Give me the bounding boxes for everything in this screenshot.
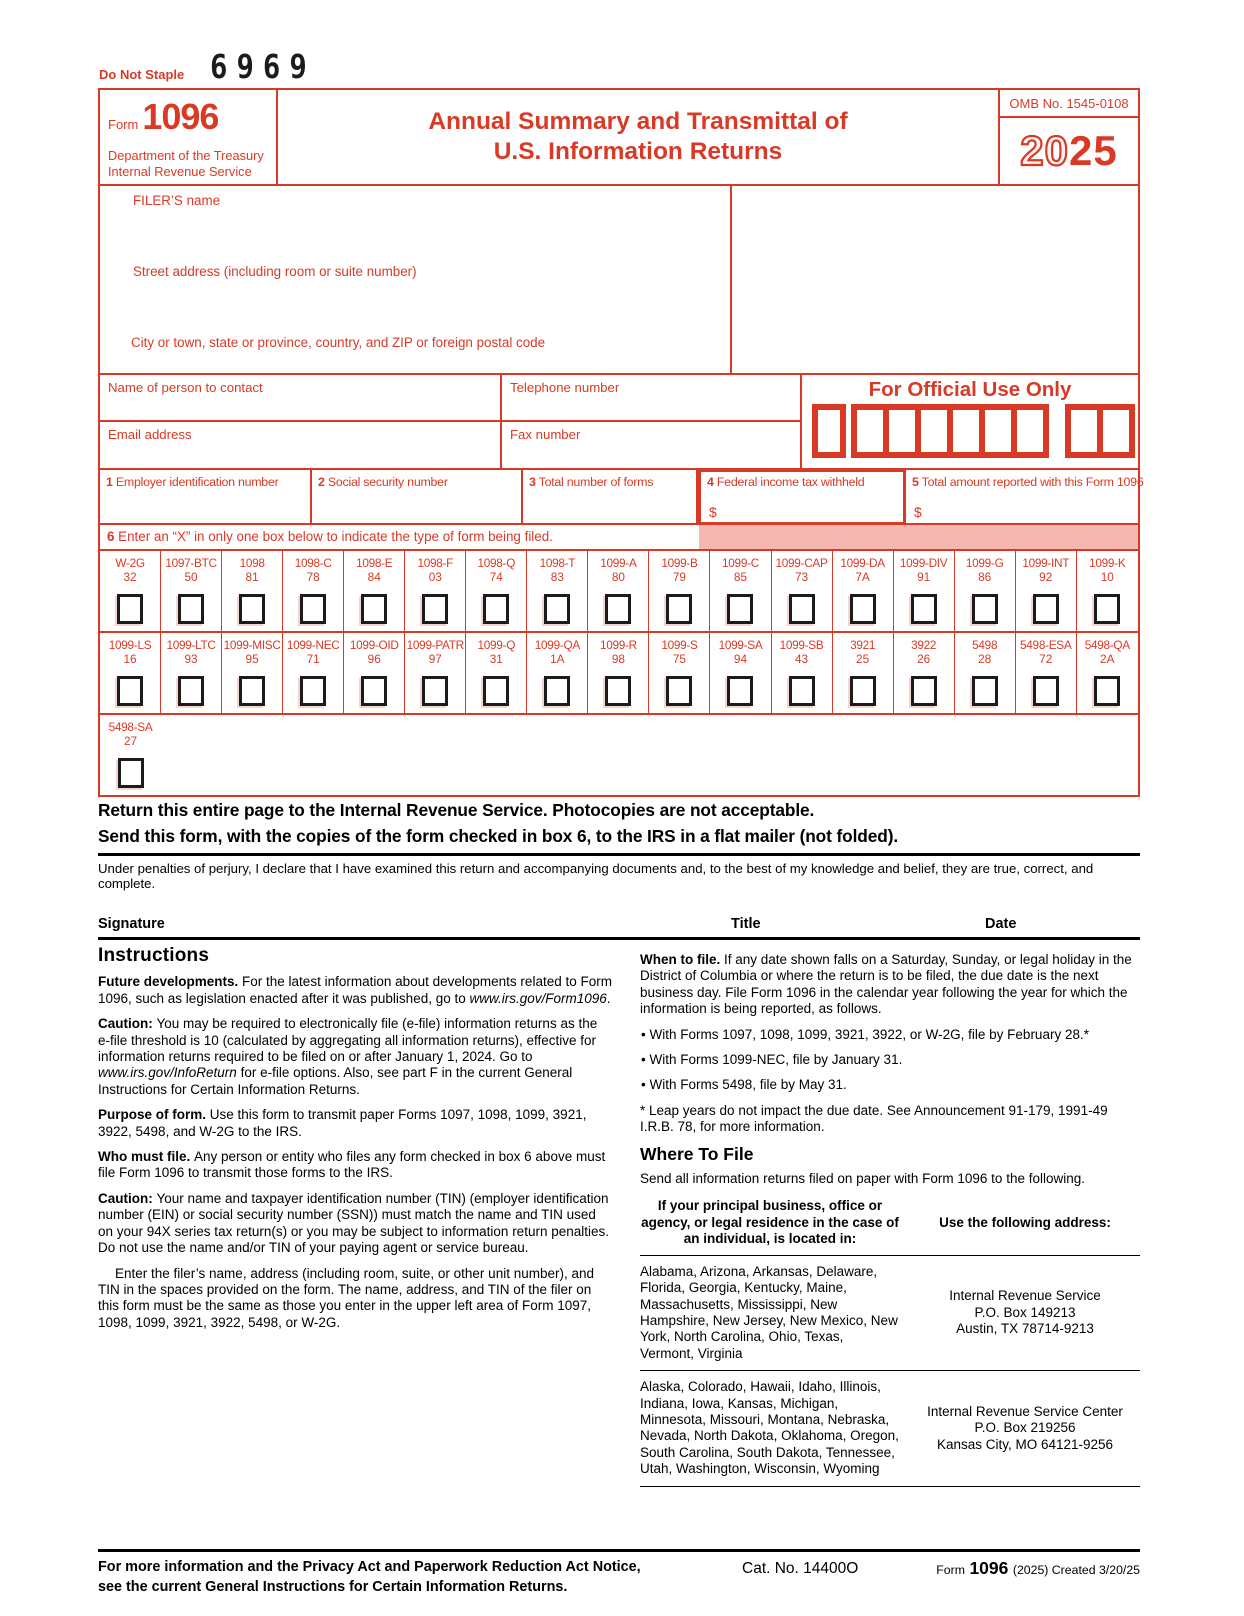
- form-type-label: 1099-QA: [534, 638, 580, 652]
- when-to-file-paragraph: When to file. If any date shown falls on a Saturday, Sunday, or legal holiday in the District of Columbia or where the return is to be filed, the due date is the next business day. File Form 1096 in the calendar year following the year for which the information is being reported, as follows.: [640, 952, 1132, 1017]
- form-type-code: 32: [123, 570, 137, 584]
- form-type-cell: [710, 633, 771, 713]
- box-1-ein[interactable]: [100, 470, 310, 523]
- form-type-grid: [98, 551, 1140, 797]
- form-type-code: 2A: [1100, 652, 1115, 666]
- form-type-cell: [1016, 633, 1077, 713]
- form-type-checkbox[interactable]: [361, 676, 387, 706]
- form-type-label: 3922: [911, 638, 937, 652]
- city-state-zip-input[interactable]: [100, 328, 730, 373]
- form-type-cell: [833, 633, 894, 713]
- form-type-code: 97: [428, 652, 442, 666]
- states-list: Alaska, Colorado, Hawaii, Idaho, Illinois, Indiana, Iowa, Kansas, Michigan, Minnesota, Missouri, Montana, Nebraska, Nevada, North Dakota, Oklahoma, Oregon, South Carolina, South Dakota, Tennessee, Utah, Washington, Wisconsin, Wyoming: [640, 1379, 899, 1477]
- amount-boxes-row: [98, 470, 1144, 525]
- form-type-cell: [283, 551, 344, 631]
- form-type-checkbox[interactable]: [118, 758, 144, 788]
- purpose-of-form-paragraph: Purpose of form. Use this form to transmit paper Forms 1097, 1098, 1099, 3921, 3922, 5498, and W-2G to the IRS.: [98, 1107, 587, 1139]
- tin-caution-paragraph: Caution: Your name and taxpayer identification number (TIN) (employer identification number (EIN) or social security number (SSN)) must match the name and TIN used on your 94X series tax return(s) or you may be subject to information return penalties. Do not use the name and/or TIN of your paying agent or service bureau.: [98, 1190, 609, 1256]
- instructions-heading: Instructions: [98, 945, 210, 966]
- form-type-code: 95: [245, 652, 259, 666]
- form-title-line2: U.S. Information Returns: [493, 138, 783, 165]
- form-type-code: 93: [184, 652, 198, 666]
- box-6-instruction: 6 Enter an “X” in only one box below to indicate the type of form being filed.: [107, 529, 553, 544]
- form-type-checkbox[interactable]: [666, 676, 692, 706]
- form-type-cell: [588, 551, 649, 631]
- form-type-cell: [649, 633, 710, 713]
- box-5-dollar-sign: $: [914, 504, 922, 520]
- address-line: Austin, TX 78714-9213: [956, 1321, 1094, 1337]
- form-title: [428, 107, 847, 167]
- form-type-code: 7A: [855, 570, 870, 584]
- where-to-file-heading: Where To File: [640, 1143, 754, 1164]
- official-use-cell-blank: [953, 410, 985, 452]
- form-type-checkbox[interactable]: [300, 676, 326, 706]
- email-cell[interactable]: [100, 422, 500, 468]
- form-type-code: 96: [367, 652, 381, 666]
- form-type-code: 94: [733, 652, 748, 666]
- form-type-code: 1A: [550, 652, 565, 666]
- form-type-label: 1099-Q: [477, 638, 516, 652]
- form-type-cell: [161, 551, 222, 631]
- form-type-label: 1099-NEC: [286, 638, 340, 652]
- box-5-total-amount[interactable]: [904, 470, 1144, 523]
- form-type-checkbox[interactable]: [1094, 676, 1120, 706]
- form-grid-row-1: [100, 551, 1138, 633]
- return-notice-line2: Send this form, with the copies of the form checked in box 6, to the IRS in a flat mailer (not folded).: [98, 826, 899, 846]
- form-title-line1: Annual Summary and Transmittal of: [428, 108, 848, 135]
- form-type-cell: [1016, 551, 1077, 631]
- filer-name-label: FILER’S name: [133, 193, 221, 208]
- box-1-label: 1 Employer identification number: [106, 475, 279, 489]
- official-use-cell-blank: [985, 410, 1017, 452]
- form-type-checkbox[interactable]: [605, 676, 631, 706]
- form-type-label: 1098-F: [417, 556, 454, 570]
- instructions-column: [98, 945, 612, 1340]
- form-type-code: 83: [550, 570, 564, 584]
- form-type-label: 1099-R: [599, 638, 637, 652]
- leap-year-footnote: * Leap years do not impact the due date. See Announcement 91-179, 1991-49 I.R.B. 78, for more information.: [640, 1102, 1108, 1135]
- filer-name-input[interactable]: [100, 186, 730, 257]
- form-type-checkbox[interactable]: [117, 676, 143, 706]
- form-type-cell: [955, 551, 1016, 631]
- return-notice-line1: Return this entire page to the Internal Revenue Service. Photocopies are not acceptable.: [98, 800, 815, 820]
- form-type-cell: [527, 633, 588, 713]
- form-type-label: W-2G: [115, 556, 145, 570]
- form-type-checkbox[interactable]: [422, 676, 448, 706]
- box-2-label: 2 Social security number: [318, 475, 448, 489]
- form-type-checkbox[interactable]: [239, 676, 265, 706]
- form-type-code: 91: [917, 570, 931, 584]
- form-type-code: 79: [672, 570, 686, 584]
- form-type-cell: [283, 633, 344, 713]
- where-to-file-table: [640, 1198, 1140, 1486]
- form-type-cell: [772, 551, 833, 631]
- form-type-code: 98: [611, 652, 625, 666]
- form-type-label: 1099-PATR: [406, 638, 464, 652]
- box-3-total-forms[interactable]: [521, 470, 699, 523]
- form-type-label: 1098-T: [539, 556, 576, 570]
- tax-year: [1000, 118, 1138, 184]
- form-type-checkbox[interactable]: [178, 676, 204, 706]
- footer-notice-line1: For more information and the Privacy Act and Paperwork Reduction Act Notice,: [98, 1559, 641, 1575]
- form-type-label: 1099-SB: [779, 638, 824, 652]
- telephone-cell[interactable]: [500, 375, 800, 420]
- form-type-checkbox[interactable]: [239, 594, 265, 624]
- official-use-box-two: [1065, 404, 1135, 458]
- form-type-label: 5498-QA: [1084, 638, 1130, 652]
- form-type-cell: [100, 715, 161, 795]
- form-grid-row-3: [100, 715, 1138, 795]
- omb-year-cell: [998, 90, 1138, 184]
- form-type-cell: [894, 633, 955, 713]
- date-input[interactable]: [983, 877, 1140, 935]
- official-use-cell-blank: [818, 410, 840, 452]
- form-type-checkbox[interactable]: [1094, 594, 1120, 624]
- irs-address: [910, 1379, 1140, 1477]
- form-type-cell: [588, 633, 649, 713]
- form-type-label: 1099-K: [1089, 556, 1126, 570]
- contact-name-label: Name of person to contact: [108, 380, 263, 395]
- form-type-label: 1099-B: [661, 556, 698, 570]
- box-6-row: [98, 525, 1140, 551]
- where-to-file-intro: Send all information returns filed on paper with Form 1096 to the following.: [640, 1171, 1085, 1187]
- form-type-checkbox[interactable]: [483, 676, 509, 706]
- where-table-col1-header: If your principal business, office or agency, or legal residence in the case of an individual, is located in:: [641, 1198, 899, 1247]
- address-line: Kansas City, MO 64121-9256: [936, 1436, 1114, 1452]
- form-type-checkbox[interactable]: [789, 594, 815, 624]
- form-type-label: 1099-SA: [718, 638, 763, 652]
- form-type-checkbox[interactable]: [850, 676, 876, 706]
- form-type-cell: [772, 633, 833, 713]
- official-use-boxes: [802, 404, 1138, 458]
- box-4-fed-tax-withheld[interactable]: [699, 470, 904, 523]
- who-must-file-paragraph: Who must file. Any person or entity who files any form checked in box 6 above must file Form 1096 to transmit those forms to the IRS.: [98, 1149, 606, 1181]
- form-type-code: 25: [856, 652, 870, 666]
- form-title-cell: [278, 90, 998, 184]
- form-type-checkbox[interactable]: [300, 594, 326, 624]
- footer-notice-line2: see the current General Instructions for Certain Information Returns.: [98, 1578, 568, 1595]
- catalog-number: Cat. No. 14400O: [742, 1560, 859, 1577]
- footer-form-suffix: (2025) Created 3/20/25: [1012, 1563, 1140, 1577]
- form-type-checkbox[interactable]: [117, 594, 143, 624]
- contact-name-cell[interactable]: [100, 375, 500, 420]
- official-use-cell-blank: [857, 410, 889, 452]
- divider-rule: [98, 853, 1140, 856]
- tax-year-outline: 20: [1020, 127, 1069, 174]
- form-type-code: 80: [611, 570, 625, 584]
- filer-block: [98, 186, 1140, 375]
- department-line1: Department of the Treasury: [108, 148, 264, 163]
- signature-label: Signature: [98, 916, 165, 932]
- official-use-cell: [800, 375, 1138, 468]
- form-type-checkbox[interactable]: [666, 594, 692, 624]
- box-4-dollar-sign: $: [709, 504, 717, 520]
- empty-grid-cell: [161, 715, 1138, 795]
- where-table-header: [640, 1198, 1140, 1255]
- department-lines: [108, 148, 264, 179]
- address-line: P.O. Box 219256: [974, 1420, 1076, 1436]
- form-type-cell: [955, 633, 1016, 713]
- box-3-label: 3 Total number of forms: [529, 475, 654, 489]
- form-type-label: 1098-Q: [477, 556, 516, 570]
- form-type-label: 1099-INT: [1022, 556, 1070, 570]
- address-line: Internal Revenue Service: [949, 1288, 1101, 1304]
- form-type-code: 16: [123, 652, 137, 666]
- efile-caution-paragraph: Caution: You may be required to electronically file (e-file) information returns as the e-file threshold is 10 (calculated by aggregating all information returns), effective for information returns required to be filed on or after January 1, 2024. Go to www.irs.gov/InfoReturn for e-file options. Also, see part F in the current General Instructions for Certain Information Returns.: [98, 1016, 598, 1097]
- form-type-checkbox[interactable]: [972, 594, 998, 624]
- box-2-ssn[interactable]: [310, 470, 521, 523]
- official-use-cell-blank: [1017, 410, 1043, 452]
- signature-line: [98, 937, 1140, 940]
- form-type-checkbox[interactable]: [1033, 676, 1059, 706]
- form-type-cell: [527, 551, 588, 631]
- where-table-row-austin: [640, 1256, 1140, 1371]
- form-type-cell: [894, 551, 955, 631]
- form-type-checkbox[interactable]: [789, 676, 815, 706]
- footer-form-word: Form: [936, 1563, 965, 1577]
- form-number-group: [108, 96, 218, 138]
- department-line2: Internal Revenue Service: [108, 163, 252, 179]
- form-type-cell: [466, 551, 527, 631]
- form-type-label: 1098-E: [356, 556, 393, 570]
- print-control-code: 6969: [210, 47, 316, 87]
- signature-input[interactable]: [98, 877, 718, 935]
- official-use-box-single: [812, 404, 846, 458]
- form-type-code: 10: [1100, 570, 1114, 584]
- contact-block: [98, 375, 1140, 470]
- contact-grid: [100, 375, 800, 468]
- irs-address: [910, 1264, 1140, 1362]
- official-use-cell-blank: [1071, 410, 1103, 452]
- form-type-checkbox[interactable]: [727, 594, 753, 624]
- title-input[interactable]: [728, 877, 973, 935]
- contact-row-2: [100, 422, 800, 468]
- do-not-staple-label: Do Not Staple: [99, 67, 185, 82]
- bullet-may31: • With Forms 5498, file by May 31.: [640, 1077, 1140, 1093]
- form-type-label: 1099-LS: [108, 638, 152, 652]
- box-6-instruction-cell: [100, 525, 699, 549]
- form-type-cell: [405, 633, 466, 713]
- form-type-checkbox[interactable]: [483, 594, 509, 624]
- form-word: Form: [108, 117, 139, 132]
- form-type-cell: [344, 551, 405, 631]
- official-use-cell-blank: [921, 410, 953, 452]
- form-number-cell: [100, 90, 278, 184]
- when-where-column: [640, 952, 1140, 1487]
- form-type-checkbox[interactable]: [361, 594, 387, 624]
- form-type-cell: [1077, 551, 1138, 631]
- form-type-code: 84: [367, 570, 381, 584]
- form-type-cell: [222, 633, 283, 713]
- form-type-label: 5498: [972, 638, 998, 652]
- where-table-row-kansas-city: [640, 1371, 1140, 1486]
- form-type-checkbox[interactable]: [850, 594, 876, 624]
- form-type-checkbox[interactable]: [422, 594, 448, 624]
- form-type-cell: [100, 551, 161, 631]
- form-type-code: 31: [489, 652, 503, 666]
- form-type-checkbox[interactable]: [1033, 594, 1059, 624]
- form-header: [98, 88, 1140, 186]
- form-type-label: 1097-BTC: [165, 556, 217, 570]
- bullet-feb28: • With Forms 1097, 1098, 1099, 3921, 3922, or W-2G, file by February 28.*: [640, 1027, 1140, 1043]
- footer-form-number: 1096: [969, 1558, 1009, 1578]
- form-type-label: 1099-G: [965, 556, 1004, 570]
- form-type-checkbox[interactable]: [544, 676, 570, 706]
- perjury-statement: Under penalties of perjury, I declare that I have examined this return and accompanying documents and, to the best of my knowledge and belief, they are true, correct, and complete.: [98, 861, 1094, 891]
- form-type-label: 3921: [850, 638, 876, 652]
- form-type-label: 1099-LTC: [166, 638, 216, 652]
- title-label: Title: [731, 916, 761, 932]
- street-address-label: Street address (including room or suite number): [133, 264, 417, 279]
- form-type-code: 72: [1039, 652, 1053, 666]
- form-type-label: 1099-OID: [349, 638, 399, 652]
- form-type-code: 27: [123, 734, 138, 748]
- where-table-col2-header: Use the following address:: [939, 1214, 1111, 1230]
- form-1096: [98, 88, 1144, 797]
- bullet-jan31: • With Forms 1099-NEC, file by January 31.: [640, 1052, 1140, 1068]
- form-type-code: 03: [428, 570, 442, 584]
- form-type-cell: [100, 633, 161, 713]
- form-type-code: 85: [733, 570, 748, 584]
- form-type-label: 1099-S: [661, 638, 698, 652]
- future-developments-paragraph: Future developments. For the latest information about developments related to Form 1096, such as legislation enacted after it was published, go to www.irs.gov/Form1096.: [98, 974, 612, 1006]
- form-type-label: 1098-C: [294, 556, 332, 570]
- form-type-checkbox[interactable]: [911, 594, 937, 624]
- form-type-cell: [405, 551, 466, 631]
- form-type-cell: [1077, 633, 1138, 713]
- form-type-code: 86: [978, 570, 992, 584]
- filer-entry-paragraph: Enter the filer’s name, address (including room, suite, or other unit number), and TIN in the spaces provided on the form. The name, address, and TIN of the filer on this form must be the same as those you enter in the upper left area of Form 1097, 1098, 1099, 3921, 3922, 5498, or W-2G.: [98, 1265, 594, 1330]
- form-type-code: 43: [794, 652, 809, 666]
- form-type-cell: [466, 633, 527, 713]
- form-type-code: 74: [489, 570, 503, 584]
- form-type-code: 73: [794, 570, 809, 584]
- contact-row-1: [100, 375, 800, 422]
- telephone-label: Telephone number: [510, 380, 620, 395]
- states-list: Alabama, Arizona, Arkansas, Delaware, Florida, Georgia, Kentucky, Maine, Massachusetts, Mississippi, New Hampshire, New Jersey, New Mexico, New York, North Carolina, Ohio, Texas, Vermont, Virginia: [640, 1263, 898, 1361]
- form-type-cell: [344, 633, 405, 713]
- box-4-label: 4 Federal income tax withheld: [707, 475, 865, 489]
- form-type-cell: [222, 551, 283, 631]
- footer-form-id: [98, 1558, 1140, 1579]
- box-5-label: 5 Total amount reported with this Form 1096: [912, 475, 1144, 489]
- official-use-cell-blank: [889, 410, 921, 452]
- form-type-checkbox[interactable]: [727, 676, 753, 706]
- date-label: Date: [985, 916, 1017, 932]
- form-type-checkbox[interactable]: [972, 676, 998, 706]
- box-6-shaded-area: [699, 525, 1138, 549]
- official-use-label: For Official Use Only: [868, 378, 1072, 401]
- fax-label: Fax number: [510, 426, 581, 442]
- form-type-code: 71: [306, 652, 320, 666]
- official-use-cell-blank: [1103, 410, 1129, 452]
- form-type-code: 75: [672, 652, 686, 666]
- form-type-cell: [833, 551, 894, 631]
- form-type-label: 5498-SA: [108, 720, 153, 734]
- filer-block-divider: [730, 186, 732, 373]
- official-use-box-six: [851, 404, 1049, 458]
- form-type-label: 1099-MISC: [223, 638, 281, 652]
- tax-year-bold: 25: [1069, 127, 1118, 174]
- omb-number: OMB No. 1545-0108: [1000, 90, 1138, 118]
- form-type-label: 1098: [239, 556, 265, 570]
- form-number: 1096: [142, 96, 219, 137]
- form-type-checkbox[interactable]: [911, 676, 937, 706]
- form-type-checkbox[interactable]: [178, 594, 204, 624]
- form-type-code: 78: [306, 570, 320, 584]
- form-type-label: 1099-A: [600, 556, 637, 570]
- email-label: Email address: [108, 426, 192, 442]
- form-type-label: 1099-DA: [840, 556, 885, 570]
- form-type-code: 50: [184, 570, 198, 584]
- city-state-zip-label: City or town, state or province, country, and ZIP or foreign postal code: [131, 335, 546, 350]
- form-type-cell: [161, 633, 222, 713]
- form-grid-row-2: [100, 633, 1138, 715]
- street-address-input[interactable]: [100, 257, 730, 328]
- form-type-code: 28: [978, 652, 992, 666]
- form-type-label: 5498-ESA: [1020, 638, 1072, 652]
- footer-rule: [98, 1549, 1140, 1552]
- address-line: P.O. Box 149213: [974, 1304, 1076, 1320]
- form-type-label: 1099-CAP: [775, 556, 828, 570]
- form-type-code: 26: [917, 652, 931, 666]
- form-type-cell: [649, 551, 710, 631]
- form-type-checkbox[interactable]: [605, 594, 631, 624]
- address-line: Internal Revenue Service Center: [927, 1403, 1123, 1419]
- fax-cell[interactable]: [500, 422, 800, 468]
- form-type-code: 81: [245, 570, 259, 584]
- form-type-label: 1099-C: [722, 556, 759, 570]
- form-type-cell: [710, 551, 771, 631]
- form-type-code: 92: [1039, 570, 1053, 584]
- form-type-label: 1099-DIV: [899, 556, 948, 570]
- form-type-checkbox[interactable]: [544, 594, 570, 624]
